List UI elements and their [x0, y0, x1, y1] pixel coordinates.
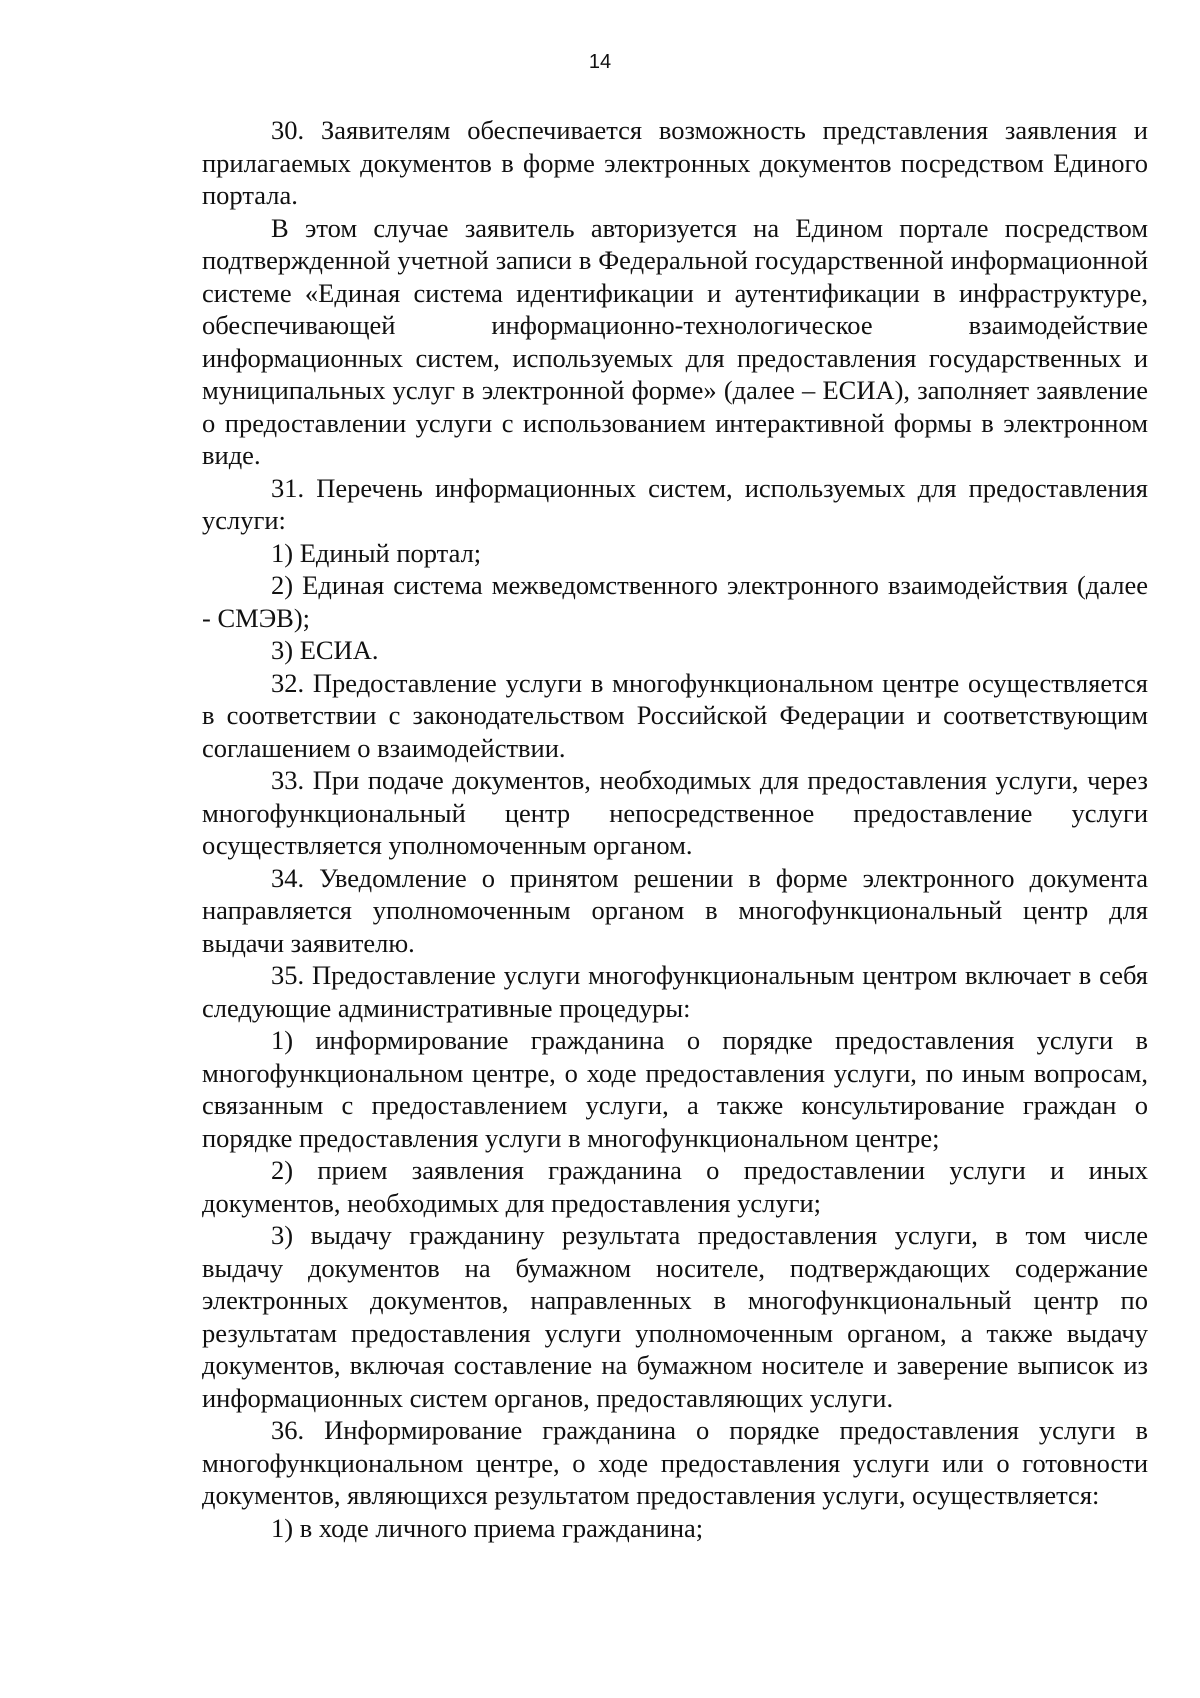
list-item-36-1: 1) в ходе личного приема гражданина; — [271, 1512, 704, 1543]
list-item-35-3: 3) выдачу гражданину результата предоставления услуги, в том числе выдачу документов на бумажном носителе, подтверждающих содержание электронных документов, направленных в многофункциональный центр по результатам предоставления услуги уполномоченным органом, а также выдачу документов, включая составление на бумажном носителе и заверение выписок из информационных систем органов, предоставляющих услуги. — [202, 1220, 1148, 1413]
list-item-31-3: 3) ЕСИА. — [271, 635, 379, 665]
paragraph-35: 35. Предоставление услуги многофункциональным центром включает в себя следующие административные процедуры: — [202, 960, 1148, 1023]
paragraph-36: 36. Информирование гражданина о порядке предоставления услуги в многофункциональном центре, о ходе предоставления услуги или о готовности документов, являющихся результатом предоставления услуги, осуществляется: — [202, 1415, 1148, 1510]
paragraph-esia-authorization: В этом случае заявитель авторизуется на Едином портале посредством подтвержденной учетной записи в Федеральной государственной информационной системе «Единая система идентификации и аутентификации в инфраструктуре, обеспечивающей информационно-технологическое взаимодействие информационных систем, используемых для предоставления государственных и муниципальных услуг в электронной форме» (далее – ЕСИА), заполняет заявление о предоставлении услуги с использованием интерактивной формы в электронном виде. — [202, 212, 1148, 470]
paragraph-30: 30. Заявителям обеспечивается возможность представления заявления и прилагаемых документов в форме электронных документов посредством Единого портала. — [202, 115, 1148, 210]
list-item-35-1: 1) информирование гражданина о порядке предоставления услуги в многофункциональном центре, о ходе предоставления услуги, по иным вопросам, связанным с предоставлением услуги, а также консультирование граждан о порядке предоставления услуги в многофункциональном центре; — [202, 1025, 1148, 1153]
paragraph-32: 32. Предоставление услуги в многофункциональном центре осуществляется в соответствии с законодательством Российской Федерации и соответствующим соглашением о взаимодействии. — [202, 667, 1148, 763]
list-item-35-2: 2) прием заявления гражданина о предоставлении услуги и иных документов, необходимых для предоставления услуги; — [202, 1155, 1148, 1218]
paragraph-34: 34. Уведомление о принятом решении в форме электронного документа направляется уполномоченным органом в многофункциональный центр для выдачи заявителю. — [202, 862, 1148, 958]
paragraph-33: 33. При подаче документов, необходимых для предоставления услуги, через многофункциональный центр непосредственное предоставление услуги осуществляется уполномоченным органом. — [202, 765, 1148, 860]
list-item-31-2: 2) Единая система межведомственного электронного взаимодействия (далее - СМЭВ); — [202, 570, 1148, 633]
page-number: 14 — [588, 51, 612, 73]
list-item-31-1: 1) Единый портал; — [271, 537, 482, 568]
document-body — [202, 114, 1148, 1544]
paragraph-31: 31. Перечень информационных систем, используемых для предоставления услуги: — [202, 472, 1148, 535]
